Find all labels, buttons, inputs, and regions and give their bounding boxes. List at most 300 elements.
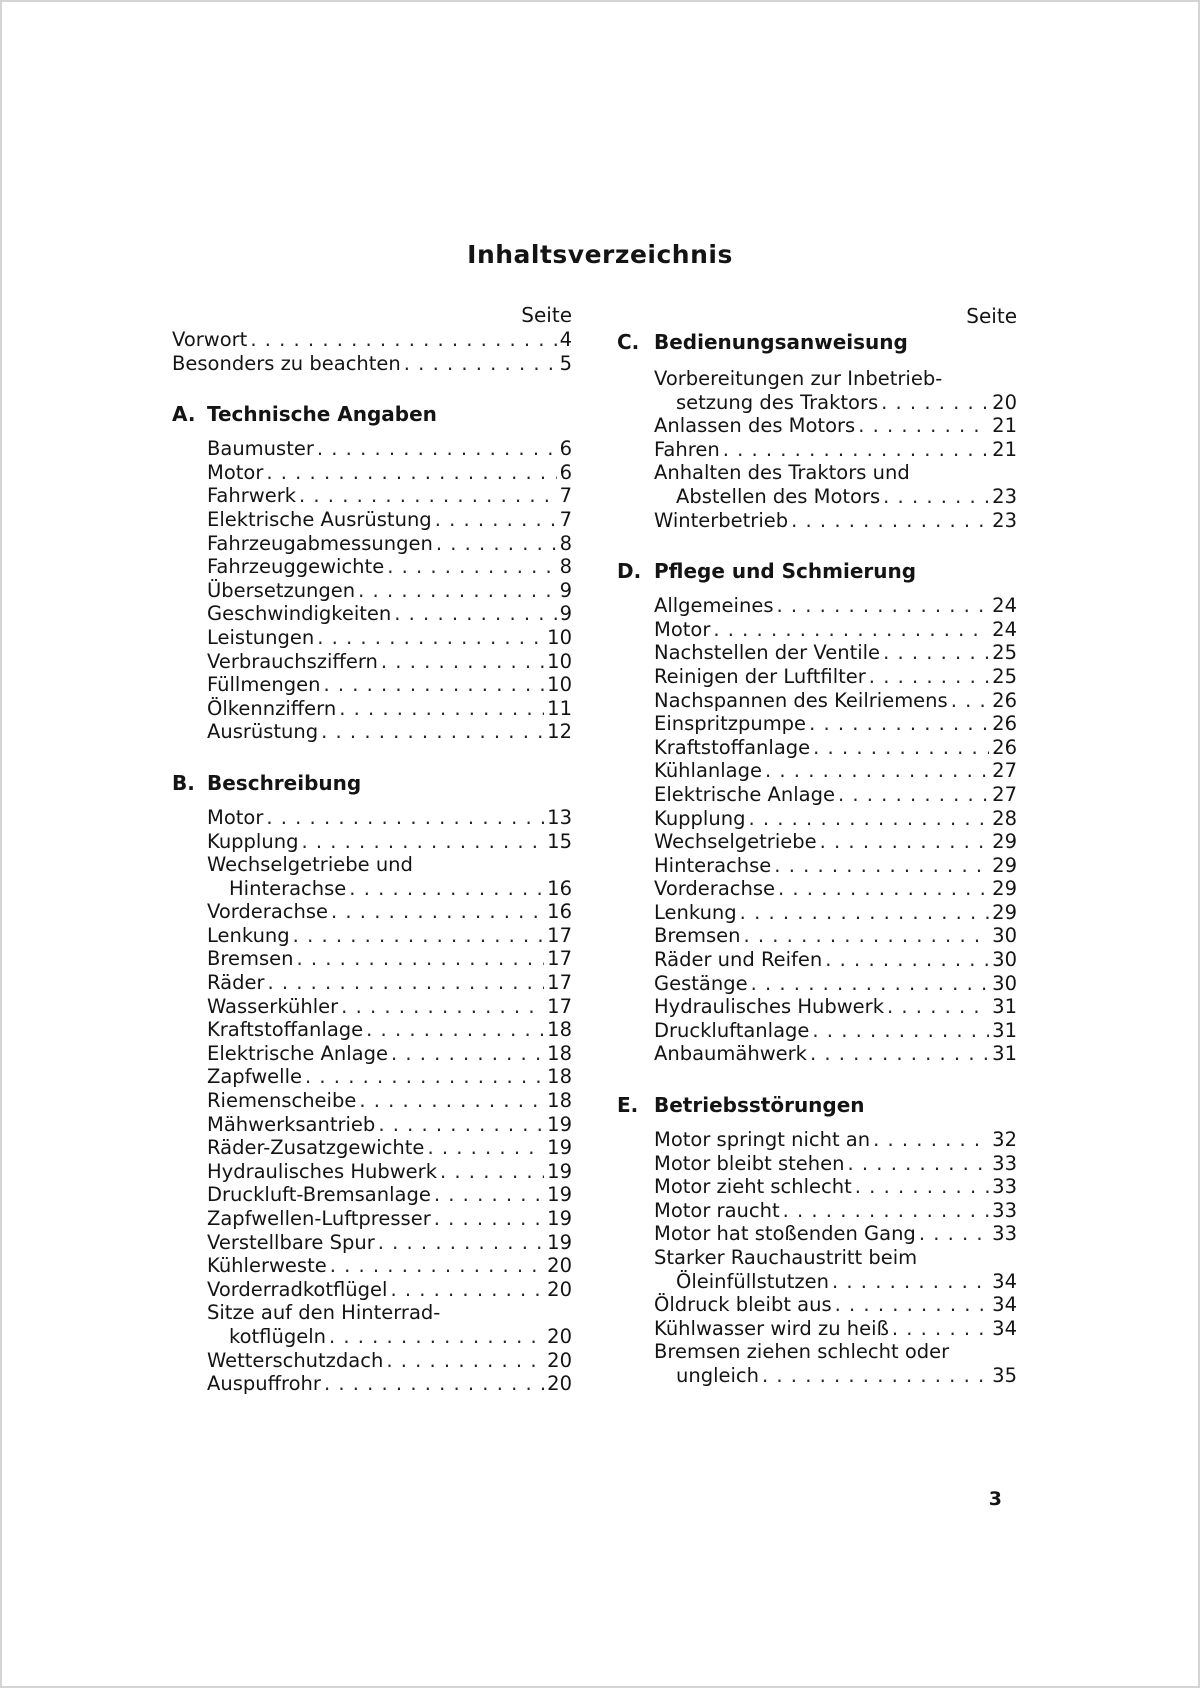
toc-entry-text: setzung des Traktors: [676, 390, 879, 414]
toc-entry-text: Hydraulisches Hubwerk: [654, 995, 884, 1019]
toc-entry-text: Elektrische Anlage: [654, 782, 835, 806]
dot-leader: [776, 594, 989, 618]
toc-entry-page: 21: [992, 437, 1017, 461]
dot-leader: [381, 650, 544, 674]
dot-leader: [324, 1372, 544, 1396]
toc-entry-page: 18: [547, 1041, 572, 1065]
toc-entry-text: Mähwerksantrieb: [207, 1112, 376, 1136]
toc-entry-text: Zapfwelle: [207, 1065, 302, 1089]
toc-entry-page: 23: [992, 484, 1017, 508]
dot-leader: [765, 759, 989, 783]
dot-leader: [858, 414, 989, 438]
dot-leader: [825, 948, 989, 972]
dot-leader: [329, 1325, 544, 1349]
toc-entry-page: 29: [992, 830, 1017, 854]
toc-entry-page: 17: [547, 947, 572, 971]
dot-leader: [267, 971, 544, 995]
toc-entry: [617, 414, 1017, 438]
toc-entry-page: 30: [992, 971, 1017, 995]
toc-entry-text: Bremsen: [207, 947, 294, 971]
dot-leader: [296, 947, 544, 971]
toc-entry: [172, 1065, 572, 1089]
toc-entry: [172, 1349, 572, 1373]
toc-entry-text: Motor springt nicht an: [654, 1128, 871, 1152]
section-letter: A.: [172, 402, 196, 427]
dot-leader: [762, 1364, 989, 1388]
section-heading: [172, 401, 572, 427]
toc-entry-page: 31: [992, 995, 1017, 1019]
toc-entry: [617, 1246, 1017, 1270]
toc-entry-text: Reinigen der Luftfilter: [654, 664, 866, 688]
toc-entry-text: Hinterachse: [229, 876, 347, 900]
toc-entry: [617, 759, 1017, 783]
toc-entry-page: 23: [992, 508, 1017, 532]
dot-leader: [266, 806, 544, 830]
dot-leader: [386, 1349, 544, 1373]
toc-entry-text: Wasserkühler: [207, 994, 339, 1018]
toc-entry: [172, 1301, 572, 1325]
toc-entry-page: 6: [559, 460, 572, 484]
toc-entry-page: 17: [547, 971, 572, 995]
dot-leader: [835, 1293, 990, 1317]
toc-entry: [172, 484, 572, 508]
section-title: Technische Angaben: [207, 402, 437, 427]
dot-leader: [791, 509, 989, 533]
toc-entry: [172, 806, 572, 830]
toc-entry: [617, 1270, 1017, 1294]
dot-leader: [436, 532, 557, 556]
toc-entry: [617, 438, 1017, 462]
section-heading: [172, 770, 572, 796]
toc-entry-page: 20: [547, 1324, 572, 1348]
toc-entry: [172, 1018, 572, 1042]
toc-entry-page: 17: [547, 923, 572, 947]
toc-entry-text: Kühlerweste: [207, 1254, 327, 1278]
toc-entry-text: Bremsen ziehen schlecht oder: [654, 1340, 950, 1364]
toc-entry-text: Ölkennziffern: [207, 696, 337, 720]
toc-entry: [172, 900, 572, 924]
toc-entry-page: 15: [547, 829, 572, 853]
toc-entry-page: 31: [992, 1018, 1017, 1042]
dot-leader: [783, 1199, 990, 1223]
toc-entry: [617, 807, 1017, 831]
toc-entry-text: Winterbetrieb: [654, 508, 789, 532]
toc-entry: [617, 1175, 1017, 1199]
toc-entry-text: Kupplung: [207, 829, 299, 853]
dot-leader: [317, 437, 557, 461]
toc-entry-text: Räder und Reifen: [654, 948, 823, 972]
toc-entry-text: Baumuster: [207, 437, 314, 461]
toc-entry-page: 7: [559, 507, 572, 531]
toc-entry-page: 20: [547, 1254, 572, 1278]
section-title: Bedienungsanweisung: [654, 330, 908, 354]
toc-entry: [172, 650, 572, 674]
toc-entry: [617, 712, 1017, 736]
toc-entry: [617, 1317, 1017, 1341]
toc-column-right: [617, 302, 1017, 1388]
toc-entry-text: Räder: [207, 971, 265, 995]
dot-leader: [743, 924, 989, 948]
toc-entry-page: 19: [547, 1230, 572, 1254]
toc-entry: [172, 1042, 572, 1066]
dot-leader: [378, 1231, 544, 1255]
toc-entry: [172, 555, 572, 579]
dot-leader: [838, 783, 989, 807]
toc-entry: [172, 1207, 572, 1231]
dot-leader: [809, 712, 989, 736]
dot-leader: [358, 579, 556, 603]
toc-entry: [172, 579, 572, 603]
section-heading: [617, 558, 1017, 584]
toc-entry-page: 8: [559, 555, 572, 579]
toc-entry-text: Vorderachse: [654, 877, 776, 901]
dot-leader: [387, 555, 556, 579]
toc-entry-page: 18: [547, 1065, 572, 1089]
toc-entry: [617, 1340, 1017, 1364]
toc-entry-text: Fahrzeugabmessungen: [207, 531, 433, 555]
dot-leader: [331, 900, 544, 924]
toc-entry: [172, 1113, 572, 1137]
toc-entry: [172, 673, 572, 697]
toc-entry-page: 10: [547, 673, 572, 697]
dot-leader: [341, 995, 544, 1019]
dot-leader: [887, 995, 989, 1019]
toc-entry: [617, 485, 1017, 509]
page-number: 3: [988, 1488, 1002, 1510]
toc-entry-page: 21: [992, 414, 1017, 438]
toc-entry-page: 32: [992, 1128, 1017, 1152]
section-heading: [617, 329, 1017, 355]
toc-entry-page: 18: [547, 1018, 572, 1042]
toc-entry-page: 27: [992, 782, 1017, 806]
toc-entry-page: 19: [547, 1159, 572, 1183]
toc-entry-page: 20: [547, 1348, 572, 1372]
dot-leader: [774, 854, 989, 878]
dot-leader: [378, 1113, 544, 1137]
toc-entry: [172, 720, 572, 744]
toc-entry-text: Elektrische Ausrüstung: [207, 507, 432, 531]
toc-entry-page: 30: [992, 924, 1017, 948]
toc-entry-page: 10: [547, 625, 572, 649]
toc-entry-text: Einspritzpumpe: [654, 712, 807, 736]
toc-entry: [617, 641, 1017, 665]
toc-entry-page: 26: [992, 688, 1017, 712]
toc-entry-page: 26: [992, 712, 1017, 736]
dot-leader: [359, 1089, 544, 1113]
toc-entry: [172, 995, 572, 1019]
toc-entry: [172, 1254, 572, 1278]
toc-entry: [617, 509, 1017, 533]
toc-entry-page: 24: [992, 617, 1017, 641]
dot-leader: [883, 485, 989, 509]
dot-leader: [427, 1136, 544, 1160]
toc-entry-page: 29: [992, 877, 1017, 901]
toc-entry-page: 16: [547, 876, 572, 900]
toc-entry-page: 25: [992, 664, 1017, 688]
toc-entry: [617, 948, 1017, 972]
toc-entry: [617, 972, 1017, 996]
toc-entry: [617, 877, 1017, 901]
toc-entry: [617, 1199, 1017, 1223]
toc-entry-text: Räder-Zusatzgewichte: [207, 1136, 425, 1160]
toc-entry-text: Kühlwasser wird zu heiß: [654, 1316, 889, 1340]
toc-entry: [172, 461, 572, 485]
toc-entry-page: 8: [559, 531, 572, 555]
toc-entry-text: Öldruck bleibt aus: [654, 1293, 832, 1317]
dot-leader: [740, 901, 990, 925]
toc-entry-page: 11: [547, 696, 572, 720]
toc-entry-text: Lenkung: [207, 923, 290, 947]
toc-entry-text: Verbrauchsziffern: [207, 649, 378, 673]
section-letter: C.: [617, 330, 640, 354]
toc-entry: [617, 594, 1017, 618]
toc-entry: [172, 853, 572, 877]
toc-entry-text: Bremsen: [654, 924, 741, 948]
toc-entry-text: Vorderradkotflügel: [207, 1277, 388, 1301]
toc-entry-page: 18: [547, 1089, 572, 1113]
seite-label-right: Seite: [966, 304, 1017, 328]
toc-entry-text: Nachstellen der Ventile: [654, 641, 881, 665]
toc-entry: [617, 995, 1017, 1019]
toc-entry: [172, 1325, 572, 1349]
toc-entry: [617, 1128, 1017, 1152]
toc-entry: [172, 328, 572, 352]
toc-entry-page: 5: [559, 351, 572, 375]
toc-entry-page: 7: [559, 484, 572, 508]
toc-entry: [172, 924, 572, 948]
toc-entry: [172, 508, 572, 532]
toc-entry-text: Ausrüstung: [207, 720, 319, 744]
dot-leader: [390, 1278, 544, 1302]
section-letter: B.: [172, 770, 195, 795]
dot-leader: [813, 736, 989, 760]
toc-entry: [172, 877, 572, 901]
toc-entry-page: 20: [992, 390, 1017, 414]
toc-entry-text: Übersetzungen: [207, 578, 356, 602]
toc-entry: [172, 830, 572, 854]
toc-entry: [617, 665, 1017, 689]
toc-entry-page: 25: [992, 641, 1017, 665]
toc-entry-page: 33: [992, 1175, 1017, 1199]
toc-entry-page: 34: [992, 1316, 1017, 1340]
toc-entry: [172, 1136, 572, 1160]
toc-entry: [172, 1160, 572, 1184]
toc-entry-page: 9: [559, 602, 572, 626]
toc-entry-page: 17: [547, 994, 572, 1018]
dot-leader: [299, 484, 557, 508]
toc-entry-page: 33: [992, 1198, 1017, 1222]
dot-leader: [748, 807, 989, 831]
toc-sections-left: [172, 401, 572, 1396]
toc-entry-text: Anlassen des Motors: [654, 414, 856, 438]
toc-entry-page: 9: [559, 578, 572, 602]
toc-entry-page: 30: [992, 948, 1017, 972]
dot-leader: [440, 1160, 544, 1184]
toc-entry-text: Druckluftanlage: [654, 1018, 810, 1042]
dot-leader: [250, 328, 556, 352]
toc-entry: [172, 1231, 572, 1255]
dot-leader: [394, 602, 556, 626]
toc-entry-text: Öleinfüllstutzen: [676, 1269, 830, 1293]
dot-leader: [883, 641, 989, 665]
toc-entry-page: 6: [559, 437, 572, 461]
toc-entry: [617, 1152, 1017, 1176]
toc-entry-page: 28: [992, 806, 1017, 830]
toc-entry-page: 20: [547, 1277, 572, 1301]
toc-entry-text: Nachspannen des Keilriemens: [654, 688, 948, 712]
toc-entry: [617, 1019, 1017, 1043]
toc-entry: [617, 924, 1017, 948]
toc-entry-text: Wechselgetriebe: [654, 830, 817, 854]
toc-entry-page: 34: [992, 1269, 1017, 1293]
toc-entry-text: Motor: [654, 617, 711, 641]
toc-entry: [172, 1278, 572, 1302]
section-title: Pflege und Schmierung: [654, 559, 917, 584]
toc-entry-text: Hinterachse: [654, 853, 772, 877]
toc-entry-page: 4: [559, 328, 572, 351]
dot-leader: [713, 618, 989, 642]
dot-leader: [881, 391, 989, 415]
dot-leader: [301, 830, 544, 854]
page-title: Inhaltsverzeichnis: [467, 240, 733, 269]
dot-leader: [266, 461, 556, 485]
dot-leader: [434, 1183, 544, 1207]
toc-entry-text: Anbaumähwerk: [654, 1042, 807, 1066]
toc-entry: [617, 391, 1017, 415]
toc-entry-text: Leistungen: [207, 625, 315, 649]
toc-entry: [617, 1293, 1017, 1317]
dot-leader: [321, 720, 544, 744]
toc-entry-page: 10: [547, 649, 572, 673]
dot-leader: [305, 1065, 544, 1089]
dot-leader: [404, 352, 557, 376]
toc-entry: [617, 618, 1017, 642]
toc-entry-text: Fahrzeuggewichte: [207, 555, 385, 579]
dot-leader: [832, 1270, 989, 1294]
toc-entry: [172, 532, 572, 556]
dot-leader: [855, 1175, 989, 1199]
toc-entry-text: Fahrwerk: [207, 484, 297, 508]
toc-entry: [617, 1042, 1017, 1066]
toc-entry: [617, 461, 1017, 485]
toc-entry-page: 31: [992, 1042, 1017, 1066]
toc-entry-text: Hydraulisches Hubwerk: [207, 1159, 437, 1183]
toc-entry-page: 24: [992, 594, 1017, 618]
toc-entry-page: 19: [547, 1207, 572, 1230]
dot-leader: [810, 1042, 989, 1066]
section-heading: [617, 1092, 1017, 1118]
dot-leader: [751, 972, 990, 996]
dot-leader: [812, 1019, 989, 1043]
toc-entry-text: Riemenscheibe: [207, 1089, 357, 1113]
section-title: Beschreibung: [207, 770, 362, 795]
section-letter: E.: [617, 1093, 639, 1118]
toc-entry-page: 13: [547, 805, 572, 829]
toc-entry: [617, 367, 1017, 391]
toc-entry-text: Geschwindigkeiten: [207, 602, 392, 626]
toc-entry-page: 12: [547, 720, 572, 744]
toc-entry-text: Allgemeines: [654, 594, 774, 618]
toc-entry-page: 19: [547, 1136, 572, 1160]
dot-leader: [339, 697, 544, 721]
toc-entry-text: Motor: [207, 460, 264, 484]
toc-entry-page: 29: [992, 853, 1017, 877]
toc-entry: [172, 1372, 572, 1396]
section-letter: D.: [617, 559, 642, 584]
toc-entry-text: kotflügeln: [229, 1324, 326, 1348]
dot-leader: [349, 877, 544, 901]
toc-entry-text: Zapfwellen-Luftpresser: [207, 1207, 431, 1230]
dot-leader: [723, 438, 989, 462]
toc-entry: [172, 626, 572, 650]
dot-leader: [820, 830, 990, 854]
toc-entry-page: 34: [992, 1293, 1017, 1317]
toc-entry-page: 20: [547, 1372, 572, 1396]
toc-entry-page: 33: [992, 1151, 1017, 1175]
dot-leader: [330, 1254, 544, 1278]
toc-entry-text: Anhalten des Traktors und: [654, 461, 910, 485]
toc-entry: [172, 437, 572, 461]
toc-entry: [172, 352, 572, 376]
toc-entry: [617, 901, 1017, 925]
toc-entry: [172, 602, 572, 626]
dot-leader: [293, 924, 545, 948]
toc-entry: [172, 971, 572, 995]
toc-entry-text: Vorderachse: [207, 900, 329, 924]
dot-leader: [366, 1018, 544, 1042]
toc-intro: [172, 328, 572, 375]
toc-entry: [617, 1222, 1017, 1246]
toc-entry-text: Motor bleibt stehen: [654, 1151, 845, 1175]
toc-column-left: [172, 302, 572, 1396]
toc-entry-text: Druckluft-Bremsanlage: [207, 1183, 431, 1207]
toc-entry-page: 19: [547, 1112, 572, 1136]
toc-entry-text: Elektrische Anlage: [207, 1041, 388, 1065]
seite-label-left: Seite: [521, 303, 572, 327]
toc-entry-page: 35: [992, 1363, 1017, 1387]
toc-entry-text: Vorbereitungen zur Inbetrieb-: [654, 367, 943, 390]
toc-entry: [617, 783, 1017, 807]
toc-entry-text: Füllmengen: [207, 673, 321, 697]
toc-entry-text: Motor zieht schlecht: [654, 1175, 852, 1199]
toc-entry-page: 29: [992, 900, 1017, 924]
toc-entry-page: 16: [547, 900, 572, 924]
toc-entry-text: Kühlanlage: [654, 759, 763, 783]
toc-entry: [172, 1183, 572, 1207]
dot-leader: [892, 1317, 989, 1341]
dot-leader: [919, 1222, 989, 1246]
dot-leader: [848, 1152, 990, 1176]
toc-entry-text: Starker Rauchaustritt beim: [654, 1246, 918, 1269]
toc-entry-text: Auspuffrohr: [207, 1372, 321, 1396]
dot-leader: [951, 689, 989, 713]
toc-entry-text: Wetterschutzdach: [207, 1348, 384, 1372]
dot-leader: [323, 673, 544, 697]
toc-entry: [617, 854, 1017, 878]
toc-entry-text: Gestänge: [654, 971, 748, 995]
toc-entry-text: Kraftstoffanlage: [654, 735, 811, 759]
section-title: Betriebsstörungen: [654, 1093, 865, 1118]
dot-leader: [778, 877, 989, 901]
toc-entry-text: ungleich: [676, 1363, 760, 1387]
toc-entry: [617, 689, 1017, 713]
toc-entry-text: Abstellen des Motors: [676, 484, 881, 508]
dot-leader: [873, 1128, 989, 1152]
toc-entry: [617, 830, 1017, 854]
toc-entry-text: Lenkung: [654, 900, 737, 924]
toc-entry-page: 27: [992, 759, 1017, 783]
toc-entry: [172, 947, 572, 971]
